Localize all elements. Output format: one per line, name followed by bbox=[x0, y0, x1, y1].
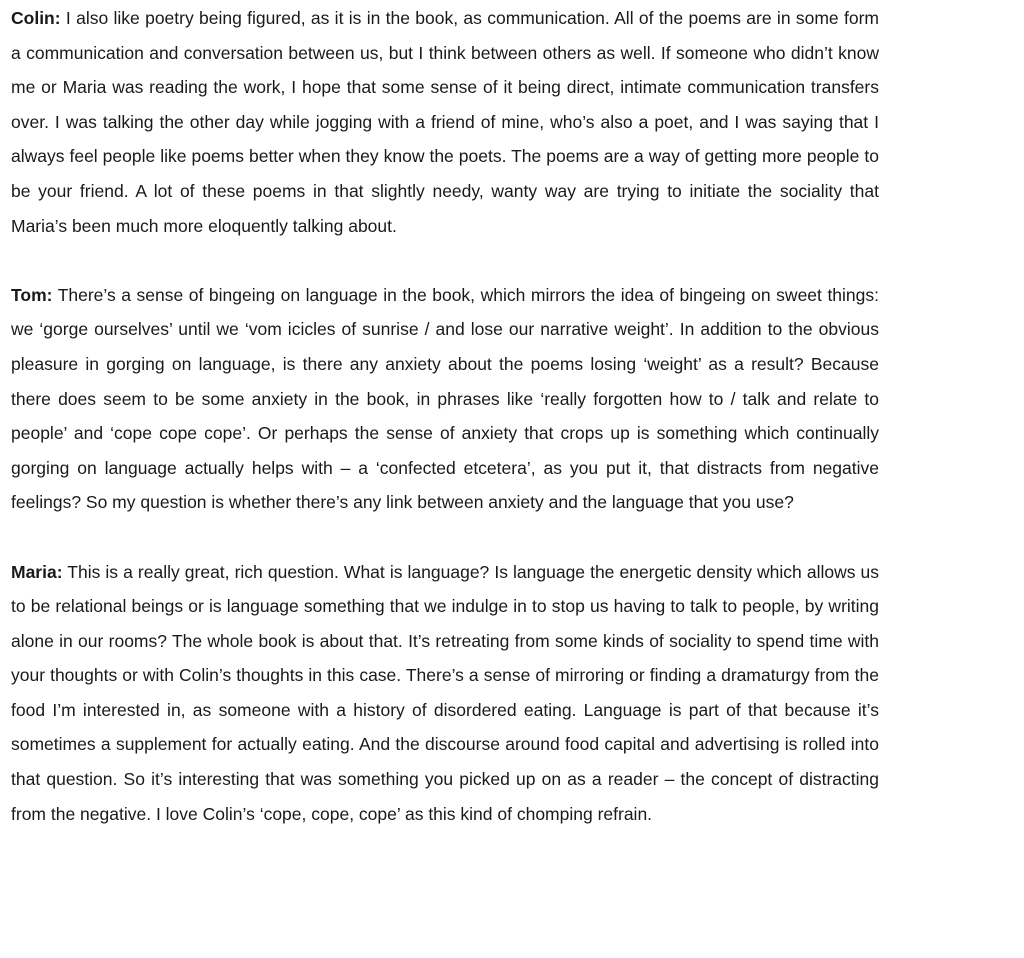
speaker-name-colin: Colin: bbox=[11, 8, 61, 28]
paragraph-colin bbox=[11, 1, 879, 243]
paragraph-text: I also like poetry being figured, as it is in the book, as communication. All of the poems are in some form a communication and conversation between us, but I think between others as well. If someone who didn’t know me or Maria was reading the work, I hope that some sense of it being direct, intimate communication transfers over. I was talking the other day while jogging with a friend of mine, who’s also a poet, and I was saying that I always feel people like poems better when they know the poets. The poems are a way of getting more people to be your friend. A lot of these poems in that slightly needy, wanty way are trying to initiate the sociality that Maria’s been much more eloquently talking about. bbox=[11, 8, 879, 236]
speaker-name-tom: Tom: bbox=[11, 284, 53, 305]
paragraph-tom bbox=[11, 278, 879, 520]
speaker-name-maria: Maria: bbox=[11, 561, 63, 582]
paragraph-text: This is a really great, rich question. What is language? Is language the energetic density which allows us to be relational beings or is language something that we indulge in to stop us having to talk to people, by writing alone in our rooms? The whole book is about that. It’s retreating from some kinds of sociality to spend time with your thoughts or with Colin’s thoughts in this case. There’s a sense of mirroring or finding a dramaturgy from the food I’m interested in, as someone with a history of disordered eating. Language is part of that because it’s sometimes a supplement for actually eating. And the discourse around food capital and advertising is rolled into that question. So it’s interesting that was something you picked up on as a reader – the concept of distracting from the negative. I love Colin’s ‘cope, cope, cope’ as this kind of chomping refrain. bbox=[11, 561, 880, 824]
paragraph-maria bbox=[11, 555, 879, 832]
paragraph-text: There’s a sense of bingeing on language in the book, which mirrors the idea of bingeing on sweet things: we ‘gorge ourselves’ until we ‘vom icicles of sunrise / and lose our narrative weight’. In addition to the obvious pleasure in gorging on language, is there any anxiety about the poems losing ‘weight’ as a result? Because there does seem to be some anxiety in the book, in phrases like ‘really forgotten how to / talk and relate to people’ and ‘cope cope cope’. Or perhaps the sense of anxiety that crops up is something which continually gorging on language actually helps with – a ‘confected etcetera’, as you put it, that distracts from negative feelings? So my question is whether there’s any link between anxiety and the language that you use? bbox=[11, 284, 879, 513]
